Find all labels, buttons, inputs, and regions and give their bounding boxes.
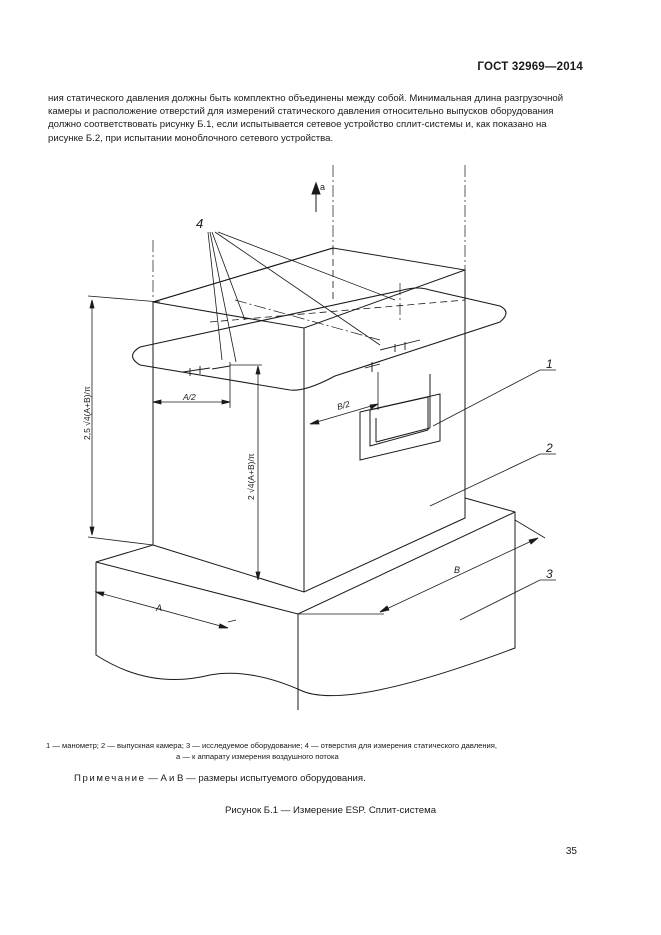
figure-legend	[46, 740, 606, 762]
hidden-edges	[210, 248, 465, 322]
callout-3: 3	[546, 567, 553, 581]
body-paragraph	[48, 92, 582, 145]
note-prefix: Примечание	[74, 773, 146, 784]
dim-a	[96, 578, 236, 628]
airflow-arrow	[312, 183, 320, 212]
paragraph-line: рисунке Б.2, при испытании моноблочного сетевого устройства.	[48, 132, 334, 144]
figure-drawing	[0, 160, 661, 730]
callout-leaders	[430, 370, 556, 620]
arrow-label-a: a	[320, 182, 326, 192]
leader-lines-4	[208, 232, 395, 362]
dim-label-chamber: 2 √4(A+B)/π	[246, 453, 256, 500]
dim-label-b: B	[454, 565, 461, 575]
paragraph-line: ния статического давления должны быть комплектно объединены между собой. Минимальная длина разгрузочной	[48, 93, 564, 104]
dim-label-a-half: A/2	[183, 392, 196, 402]
dim-label-a: A	[156, 603, 163, 613]
pressure-taps	[183, 340, 420, 376]
callout-4: 4	[196, 216, 204, 231]
callout-2: 2	[546, 441, 553, 455]
dim-b-half	[310, 372, 378, 424]
discharge-chamber	[153, 248, 465, 592]
figure-caption: Рисунок Б.1 — Измерение ESP. Сплит-система	[224, 805, 437, 816]
note-text: — A и B — размеры испытуемого оборудования.	[145, 773, 366, 784]
page-number: 35	[565, 846, 577, 857]
standard-number: ГОСТ 32969—2014	[477, 61, 583, 73]
paragraph-line: должно соответствовать рисунку Б.1, если испытывается сетевое устройство сплит-системы и, как показано на	[48, 119, 547, 131]
legend-line-1: 1 — манометр; 2 — выпускная камера; 3 — исследуемое оборудование; 4 — отверстия для измерения статического давления,	[46, 741, 498, 750]
dim-label-b-half: B/2	[335, 398, 351, 412]
dim-label-height: 2,5 √4(A+B)/π	[82, 386, 92, 440]
paragraph-line: камеры и расположение отверстий для измерений статического давления относительно выпусков оборудования	[48, 106, 554, 118]
legend-line-2: a — к аппарату измерения воздушного потока	[176, 752, 339, 761]
dim-height	[88, 296, 160, 545]
dim-b	[298, 520, 545, 614]
outlet-opening	[360, 374, 440, 460]
callout-1: 1	[546, 357, 553, 371]
figure-note	[74, 773, 366, 784]
